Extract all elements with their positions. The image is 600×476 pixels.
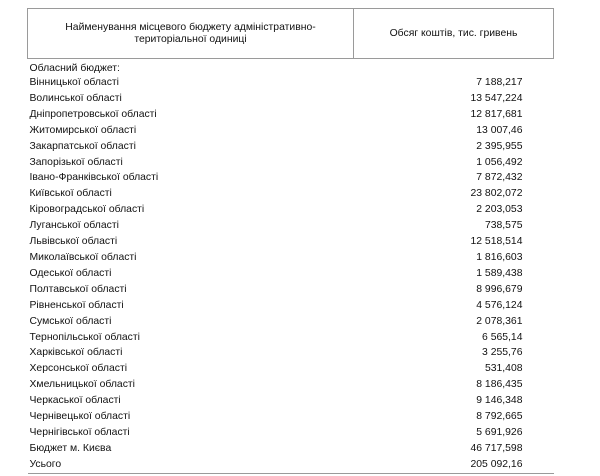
header-row	[28, 9, 554, 59]
row-name: Полтавської області	[29, 283, 127, 295]
row-name: Вінницької області	[29, 77, 119, 88]
row-value: 12 518,514	[470, 236, 523, 248]
row-value: 13 547,224	[470, 92, 523, 104]
header-name-column: Найменування місцевого бюджету адміністративно-територіальної одиниці	[28, 9, 354, 59]
table-row	[28, 234, 554, 250]
row-value: 5 691,926	[476, 426, 523, 438]
row-value: 13 007,46	[476, 124, 523, 136]
row-name: Чернівецької області	[29, 411, 131, 423]
row-name: Чернігівської області	[29, 426, 130, 438]
row-value: 12 817,681	[470, 108, 523, 120]
row-name: Житомирської області	[29, 124, 137, 136]
table-row	[28, 155, 554, 171]
row-value: 1 056,492	[476, 156, 523, 168]
budget-table	[27, 8, 554, 474]
table-row	[28, 170, 554, 186]
section-value-empty	[354, 59, 554, 76]
row-name: Одеської області	[29, 267, 112, 279]
row-value: 738,575	[484, 220, 523, 232]
table-row	[28, 441, 554, 457]
table-row	[28, 330, 554, 346]
row-name: Кіровоградської області	[29, 204, 145, 216]
row-name: Усього	[28, 457, 354, 473]
row-value: 46 717,598	[470, 442, 523, 454]
row-name: Черкаської області	[29, 395, 121, 407]
row-value: 205 092,16	[354, 457, 554, 473]
row-value: 1 589,438	[476, 267, 523, 279]
row-value: 7 188,217	[476, 77, 523, 88]
table-body	[28, 59, 554, 474]
row-value: 8 792,665	[476, 411, 523, 423]
table-row	[28, 457, 554, 473]
table-row	[28, 345, 554, 361]
table-header	[28, 9, 554, 59]
row-name: Бюджет м. Києва	[29, 442, 112, 454]
row-name: Запорізької області	[29, 156, 123, 168]
table-row	[28, 202, 554, 218]
row-name: Волинської області	[29, 92, 122, 104]
section-label: Обласний бюджет:	[29, 63, 120, 74]
row-name: Харківської області	[29, 347, 123, 359]
table-row	[28, 393, 554, 409]
row-value: 9 146,348	[476, 395, 523, 407]
table-row	[28, 250, 554, 266]
table-row	[28, 266, 554, 282]
table-row	[28, 123, 554, 139]
row-value: 2 078,361	[476, 315, 523, 327]
row-name: Тернопільської області	[29, 331, 140, 343]
row-value: 6 565,14	[482, 331, 523, 343]
table-row	[28, 409, 554, 425]
row-name: Херсонської області	[29, 363, 128, 375]
row-name: Івано-Франківської області	[29, 172, 159, 184]
row-value: 531,408	[484, 363, 523, 375]
row-name: Закарпатської області	[29, 140, 136, 152]
table-row	[28, 91, 554, 107]
table-row	[28, 282, 554, 298]
table-row	[28, 425, 554, 441]
row-value: 1 816,603	[476, 251, 523, 263]
row-name: Дніпропетровської області	[29, 108, 157, 120]
row-value: 3 255,76	[482, 347, 523, 359]
row-value: 4 576,124	[476, 299, 523, 311]
row-name: Хмельницької області	[29, 379, 135, 391]
row-value: 23 802,072	[470, 188, 523, 200]
table-row	[28, 107, 554, 123]
table-row	[28, 361, 554, 377]
section-row	[28, 59, 554, 76]
header-value-column: Обсяг коштів, тис. гривень	[354, 9, 554, 59]
row-value: 8 186,435	[476, 379, 523, 391]
row-name: Миколаївської області	[29, 251, 137, 263]
table-row	[28, 314, 554, 330]
row-name: Львівської області	[29, 236, 118, 248]
row-name: Київської області	[29, 188, 112, 200]
table-row	[28, 298, 554, 314]
table-row	[28, 75, 554, 91]
row-name: Сумської області	[29, 315, 112, 327]
table-row	[28, 139, 554, 155]
table-row	[28, 377, 554, 393]
row-value: 2 395,955	[476, 140, 523, 152]
row-value: 2 203,053	[476, 204, 523, 216]
row-name: Луганської області	[29, 220, 119, 232]
row-name: Рівненської області	[29, 299, 124, 311]
row-value: 8 996,679	[476, 283, 523, 295]
table-row	[28, 186, 554, 202]
table-row	[28, 218, 554, 234]
row-value: 7 872,432	[476, 172, 523, 184]
